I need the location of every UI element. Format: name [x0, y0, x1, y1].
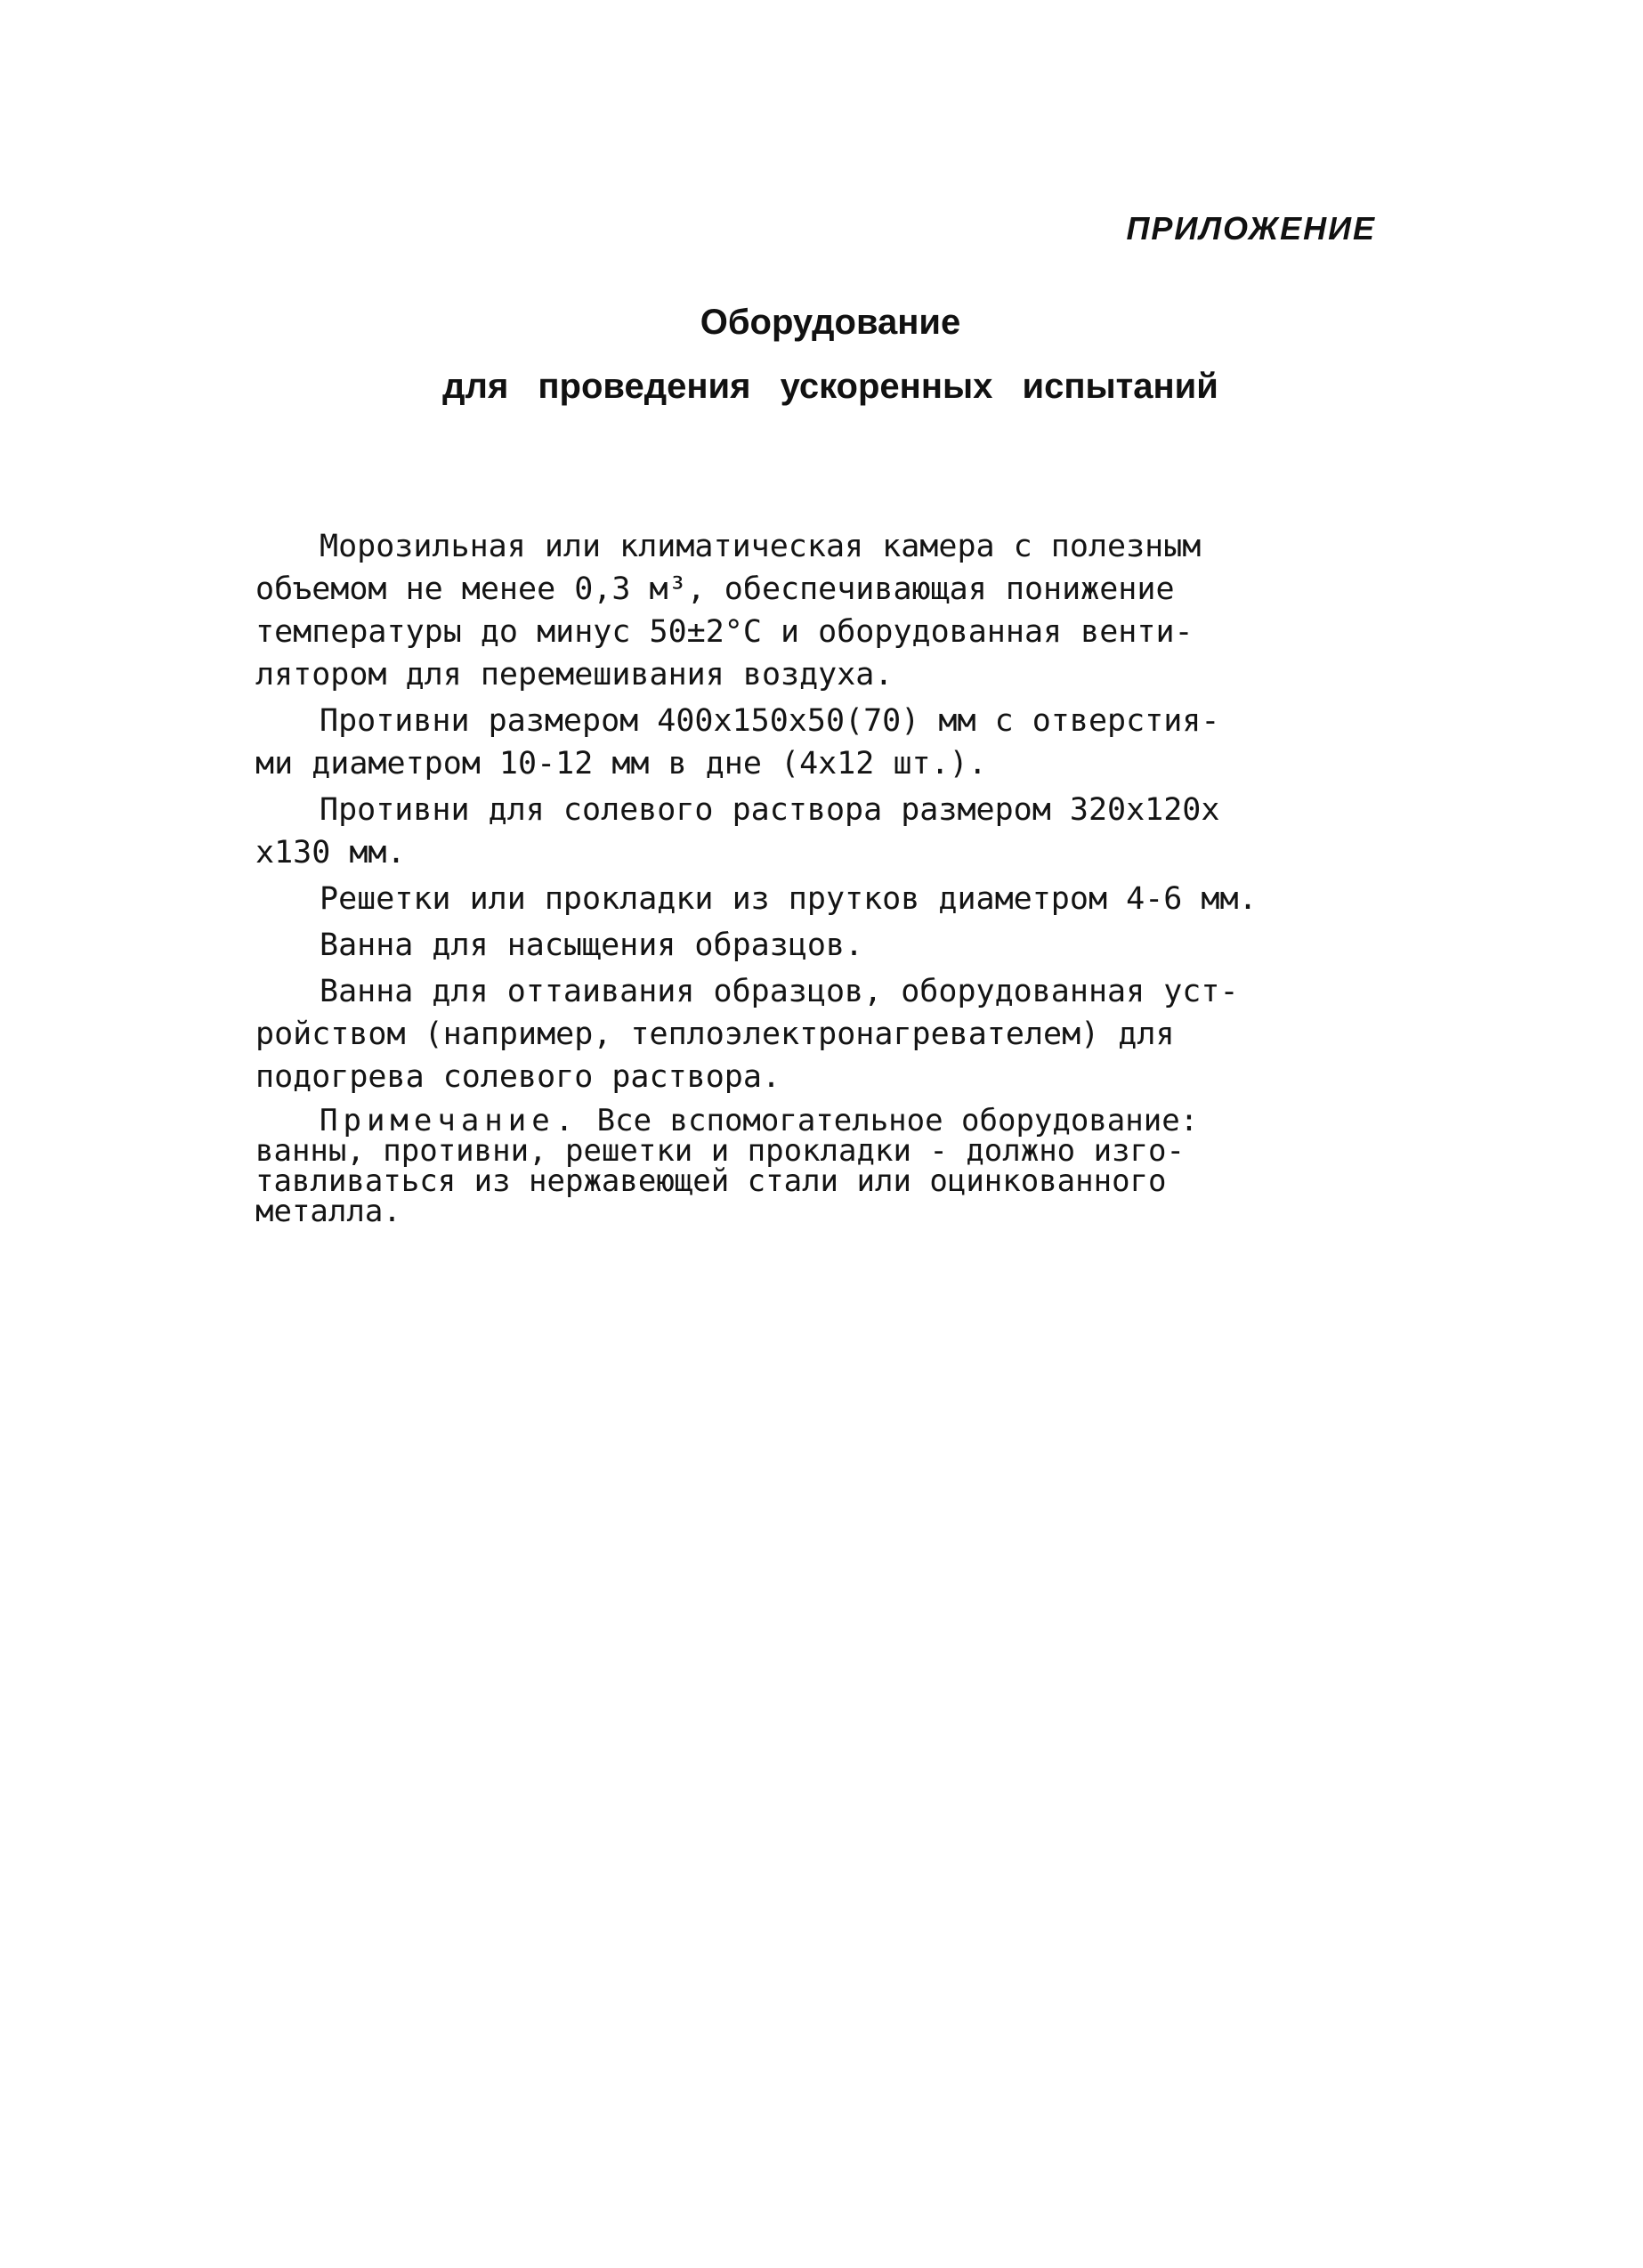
- note-first-line: [255, 1103, 1412, 1138]
- text-line: Решетки или прокладки из прутков диаметром 4-6 мм.: [320, 881, 1258, 917]
- appendix-label: ПРИЛОЖЕНИЕ: [1126, 210, 1376, 247]
- note-label: Примечание.: [320, 1103, 579, 1138]
- paragraph-saturation-bath: [255, 924, 1412, 967]
- paragraph-salt-trays: [255, 789, 1412, 874]
- text-line: температуры до минус 50±2°С и оборудованная венти-: [255, 614, 1194, 650]
- text-line: Ванна для насыщения образцов.: [320, 927, 864, 963]
- note-line: ванны, противни, решетки и прокладки - должно изго-: [255, 1133, 1185, 1169]
- text-line: объемом не менее 0,3 м³, обеспечивающая понижение: [255, 571, 1175, 607]
- text-line: подогрева солевого раствора.: [255, 1059, 781, 1095]
- note-block: [255, 1103, 1412, 1229]
- text-line: x130 мм.: [255, 835, 406, 871]
- text-line: Морозильная или климатическая камера с полезным: [320, 529, 1202, 564]
- document-body: [255, 525, 1412, 1227]
- note-line: тавливаться из нержавеющей стали или оцинкованного: [255, 1163, 1167, 1199]
- text-line: Противни для солевого раствора размером 320x120x: [320, 792, 1220, 828]
- text-line: Ванна для оттаивания образцов, оборудованная уст-: [320, 974, 1239, 1009]
- text-line: ми диаметром 10-12 мм в дне (4x12 шт.).: [255, 746, 987, 782]
- text-line: ройством (например, теплоэлектронагревателем) для: [255, 1017, 1175, 1052]
- note-text: Все вспомогательное оборудование:: [596, 1103, 1199, 1138]
- document-title: Оборудование: [700, 303, 961, 342]
- paragraph-thawing-bath: [255, 970, 1412, 1098]
- note-line: металла.: [255, 1194, 401, 1229]
- paragraph-trays: [255, 700, 1412, 785]
- document-subtitle: для проведения ускоренных испытаний: [442, 367, 1218, 406]
- paragraph-freezer-chamber: [255, 525, 1412, 696]
- paragraph-grates: [255, 878, 1412, 920]
- text-line: лятором для перемешивания воздуха.: [255, 657, 894, 693]
- text-line: Противни размером 400x150x50(70) мм с отверстия-: [320, 703, 1220, 739]
